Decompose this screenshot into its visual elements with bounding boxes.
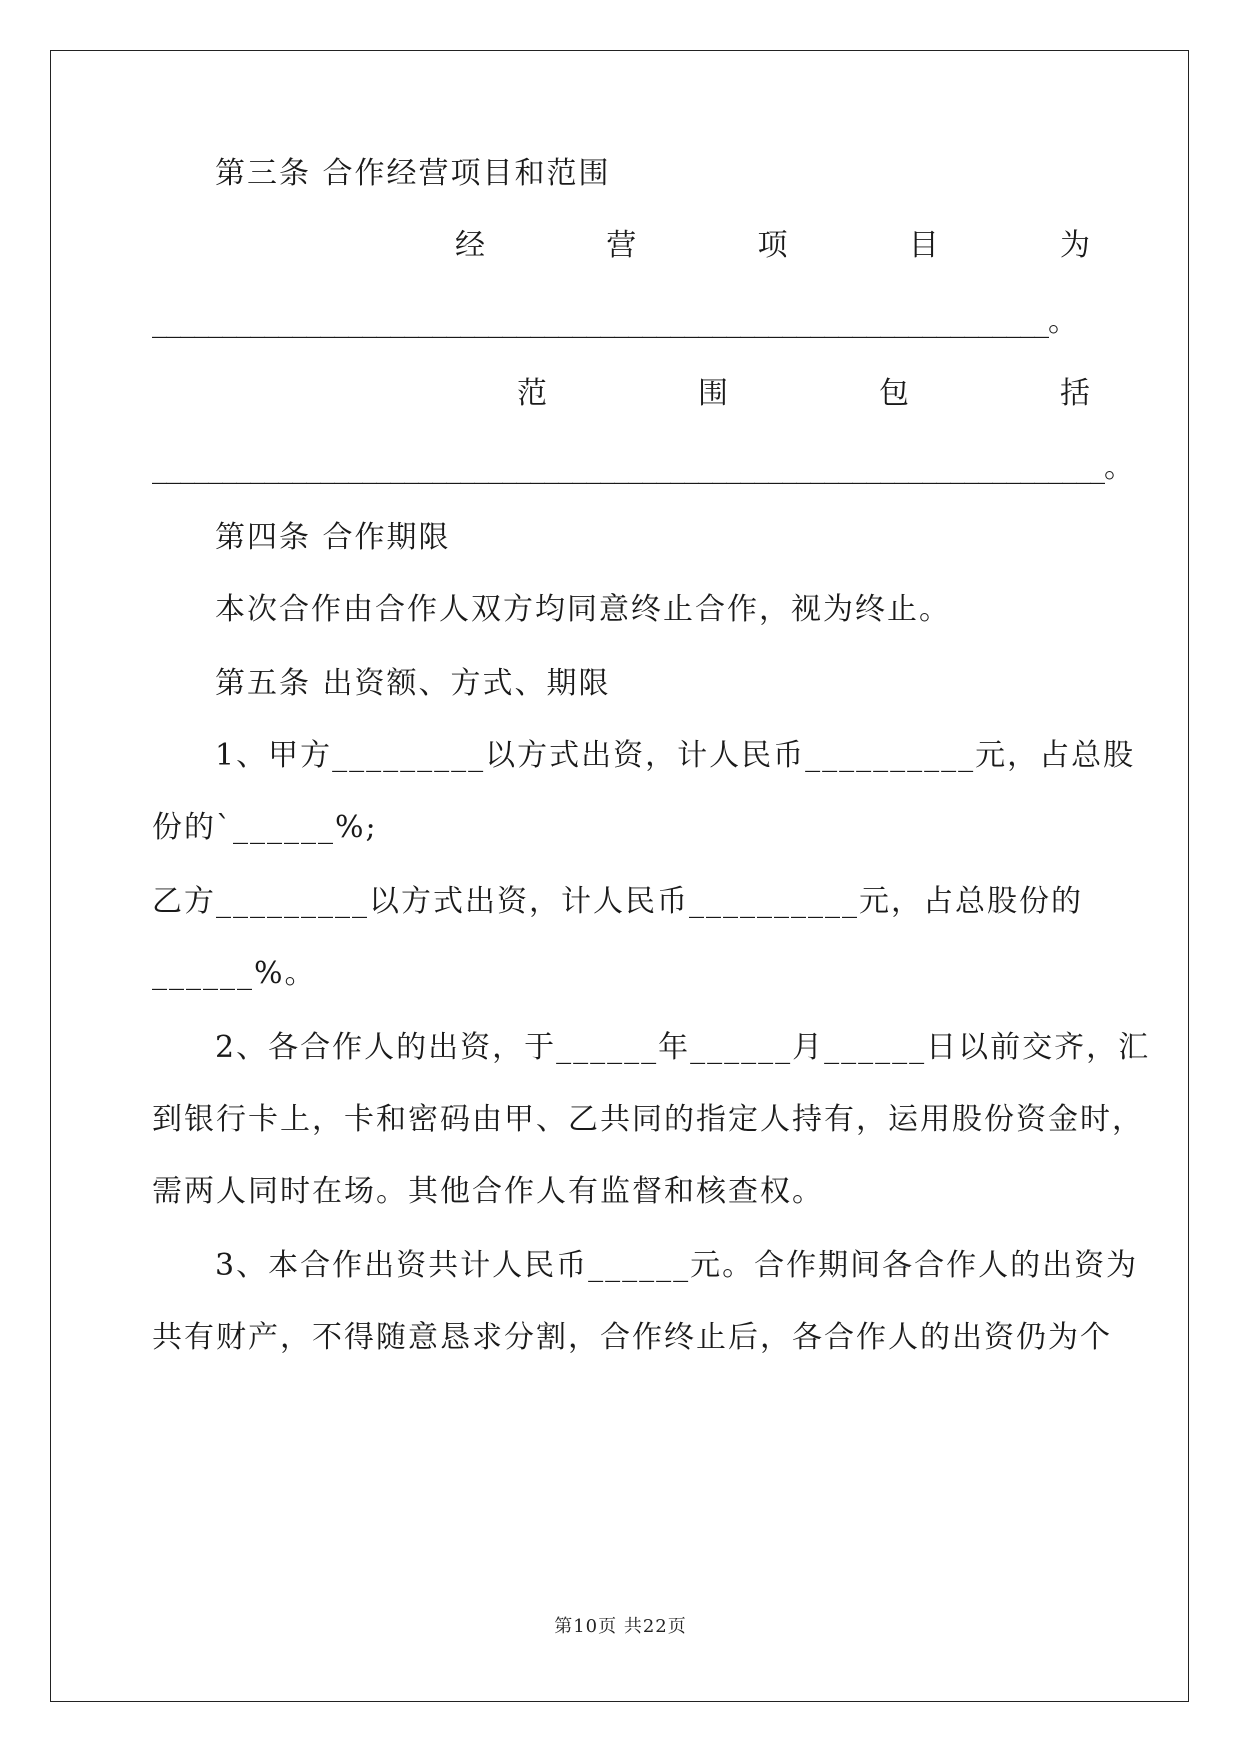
- label-char: 项: [757, 228, 788, 263]
- article-5-para-1-line-1: 1、甲方_________以方式出资，计人民币__________元，占总股: [215, 738, 1136, 773]
- page-border: [50, 50, 1189, 1702]
- article-5-party-b-line-1: 乙方_________以方式出资，计人民币__________元，占总股份的: [152, 884, 1083, 919]
- article-5-heading: 第五条 出资额、方式、期限: [215, 666, 611, 701]
- label-char: 括: [1060, 376, 1090, 411]
- article-3-heading: 第三条 合作经营项目和范围: [215, 156, 611, 191]
- article-5-party-b-line-2: ______%。: [152, 956, 317, 991]
- label-char: 范: [517, 376, 547, 411]
- page-number-footer: 第10页 共22页: [554, 1616, 687, 1637]
- article-5-para-3-line-1: 3、本合作出资共计人民币______元。合作期间各合作人的出资为: [215, 1248, 1139, 1283]
- label-char: 营: [606, 228, 637, 263]
- article-4-heading: 第四条 合作期限: [215, 520, 451, 555]
- article-5-para-2-line-1: 2、各合作人的出资，于______年______月______日以前交齐，汇: [215, 1030, 1151, 1065]
- article-5-para-2-line-2: 到银行卡上，卡和密码由甲、乙共同的指定人持有，运用股份资金时，: [152, 1102, 1144, 1137]
- label-char: 经: [455, 228, 485, 263]
- article-5-para-1-line-2: 份的`______%;: [152, 810, 378, 845]
- label-char: 围: [698, 376, 728, 411]
- article-3-scope-blank: ____________________________________________________________________。: [152, 450, 1133, 485]
- article-5-para-2-line-3: 需两人同时在场。其他合作人有监督和核查权。: [152, 1174, 824, 1209]
- article-3-scope-label: [517, 374, 1090, 414]
- article-5-para-3-line-2: 共有财产，不得随意恳求分割，合作终止后，各合作人的出资仍为个: [152, 1320, 1112, 1355]
- label-char: 为: [1060, 228, 1090, 263]
- article-3-project-label: [455, 226, 1090, 266]
- label-char: 包: [879, 376, 909, 411]
- article-3-project-blank: ________________________________________________________________。: [152, 304, 1077, 339]
- article-4-body: 本次合作由合作人双方均同意终止合作，视为终止。: [215, 592, 951, 627]
- label-char: 目: [908, 228, 939, 263]
